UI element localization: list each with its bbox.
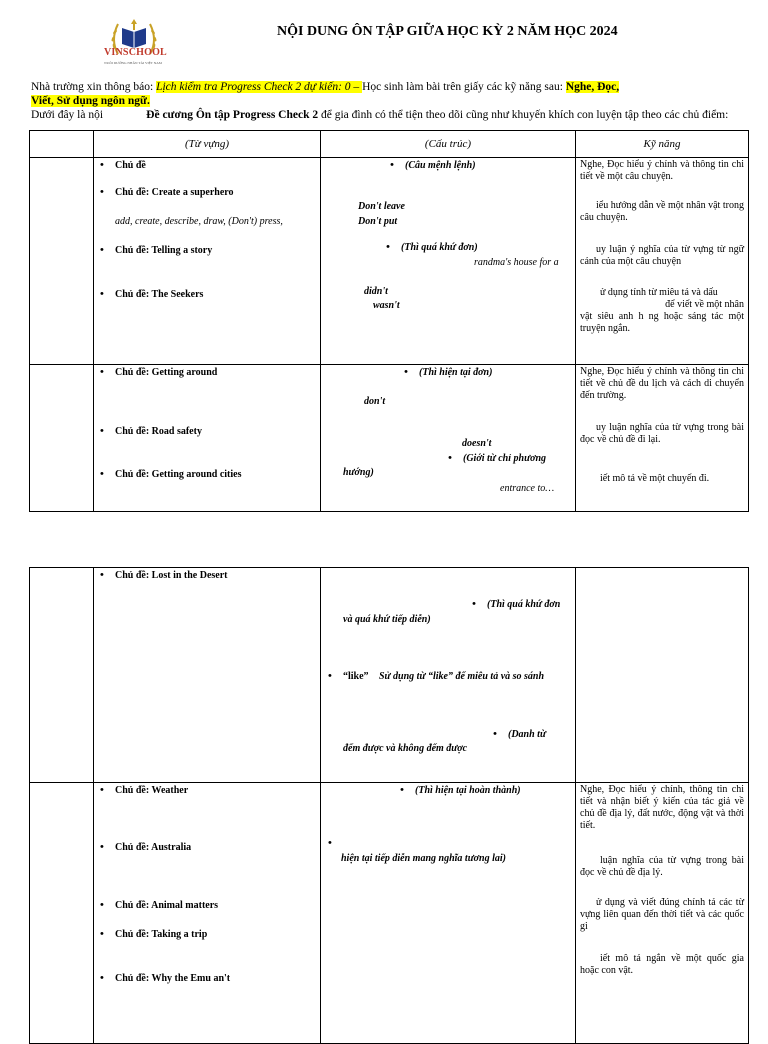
topic-item: • Chủ đề: Taking a trip <box>115 929 207 940</box>
struct-item: • (Thì quá khứ đơn <box>487 599 560 610</box>
struct-example: didn't <box>364 286 388 297</box>
struct-item: • (Danh từ <box>508 729 546 740</box>
intro-outline-suffix: để gia đình có thể tiện theo dõi cũng như khuyến khích con luyện tập theo các chủ điểm: <box>318 109 729 121</box>
struct-example: entrance to… <box>500 483 555 494</box>
vocab-words: add, create, describe, draw, (Don't) press, <box>115 216 283 227</box>
header-blank <box>30 131 94 158</box>
table-header-row <box>30 131 749 158</box>
topic-item: • Chủ đề: Create a superhero <box>115 187 234 198</box>
struct-item: • (Thì hiện tại đơn) <box>419 367 492 378</box>
intro-outline-prefix: Dưới đây là nội <box>31 109 104 121</box>
skill-text: ử dụng tính từ miêu tả và dấu <box>600 287 718 298</box>
topic-item: • Chủ đề: Getting around cities <box>115 469 242 480</box>
header-skills: Kỹ năng <box>576 131 749 158</box>
topic-item: • Chủ đề: Weather <box>115 785 188 796</box>
page-title: NỘI DUNG ÔN TẬP GIỮA HỌC KỲ 2 NĂM HỌC 2024 <box>277 24 618 39</box>
row-label-cell <box>30 365 94 512</box>
skill-text: vật siêu anh h ng hoặc sáng tác một truyện ngắn. <box>580 311 744 334</box>
review-table-2 <box>29 567 749 1044</box>
struct-example: hướng) <box>343 467 374 478</box>
header-struct: (Cấu trúc) <box>321 131 576 158</box>
topic-item: • Chủ đề: Why the Emu an't <box>115 973 230 984</box>
row-label-cell <box>30 158 94 365</box>
struct-item: • (Thì hiện tại hoàn thành) <box>415 785 521 796</box>
struct-item: • (Câu mệnh lệnh) <box>405 160 476 171</box>
topic-item: • Chủ đề: Getting around <box>115 367 217 378</box>
topic-item: • Chủ đề: Australia <box>115 842 191 853</box>
intro-schedule: Lịch kiểm tra Progress Check 2 dự kiến: 0 – <box>156 81 363 93</box>
logo-tagline: NUÔI DƯỠNG NHÂN TÀI VIỆT NAM <box>104 61 162 65</box>
topic-item: • Chủ đề <box>115 160 146 171</box>
topic-item: • Chủ đề: Telling a story <box>115 245 212 256</box>
vocab-cell <box>94 568 321 783</box>
intro-skills-a: Nghe, Đọc, <box>565 81 620 93</box>
table-row <box>30 783 749 1044</box>
topic-item: • Chủ đề: The Seekers <box>115 289 203 300</box>
row-label-cell <box>30 568 94 783</box>
skills-cell <box>576 783 749 1044</box>
vocab-cell <box>94 365 321 512</box>
topic-item: • Chủ đề: Road safety <box>115 426 202 437</box>
struct-example: Don't leave <box>358 201 405 212</box>
struct-cell <box>321 783 576 1044</box>
table-row <box>30 158 749 365</box>
struct-item: • (Giới từ chỉ phương <box>463 453 546 464</box>
struct-cell <box>321 158 576 365</box>
struct-example: Don't put <box>358 216 398 227</box>
struct-cell <box>321 365 576 512</box>
struct-example: randma's house for a <box>474 257 559 268</box>
struct-example: doesn't <box>462 438 492 449</box>
struct-example: và quá khứ tiếp diễn) <box>343 614 431 625</box>
review-table-1 <box>29 130 749 512</box>
skill-text: uy luận ý nghĩa của từ vựng từ ngữ cảnh của một câu chuyện <box>580 244 744 267</box>
skill-text: ử dụng và viết đúng chính tả các từ vựng liên quan đến thời tiết và các quốc gi <box>580 897 744 932</box>
intro-skills-prefix: Học sinh làm bài trên giấy các kỹ năng sau: <box>362 81 566 93</box>
logo-wordmark: VINSCHOOL <box>104 47 167 58</box>
struct-example: hiện tại tiếp diễn mang nghĩa tương lai) <box>341 853 506 864</box>
struct-item: • (Thì quá khứ đơn) <box>401 242 478 253</box>
intro-text <box>31 80 743 122</box>
struct-example: don't <box>364 396 386 407</box>
struct-cell <box>321 568 576 783</box>
struct-example: wasn't <box>373 300 400 311</box>
skill-text: Nghe, Đọc hiểu ý chính và thông tin chi tiết về chủ đề du lịch và cách di chuyển đến trường. <box>580 366 744 401</box>
skill-text: luận nghĩa của từ vựng trong bài đọc về chủ đề địa lý. <box>580 855 744 878</box>
struct-example: đếm được và không đếm được <box>343 743 468 754</box>
table-row <box>30 365 749 512</box>
struct-example: Sử dụng từ “like” để miêu tả và so sánh <box>379 671 545 682</box>
skill-text: uy luận nghĩa của từ vựng trong bài đọc về chủ đề đi lại. <box>580 422 744 445</box>
skill-text: iết mô tả ngắn về một quốc gia hoặc con vật. <box>580 953 744 976</box>
intro-notice-prefix: Nhà trường xin thông báo: <box>31 81 157 93</box>
intro-skills-b: Viết, Sử dụng ngôn ngữ. <box>31 95 150 107</box>
vocab-cell <box>94 783 321 1044</box>
skill-text: Nghe, Đọc hiểu ý chính và thông tin chi tiết về một câu chuyện. <box>580 159 744 182</box>
table-row <box>30 568 749 783</box>
skill-text: để viết về một nhân <box>665 299 744 310</box>
skill-text: iết mô tả về một chuyến đi. <box>600 473 710 484</box>
skill-text: Nghe, Đọc hiểu ý chính, thông tin chi tiết và nhận biết ý kiến của tác giả về chủ đề địa lý, đất nước, động vật và thời tiết. <box>580 784 744 831</box>
topic-item: • Chủ đề: Lost in the Desert <box>115 570 228 581</box>
row-label-cell <box>30 783 94 1044</box>
skill-text: iểu hướng dẫn về một nhân vật trong câu chuyện. <box>580 200 744 223</box>
skills-cell <box>576 158 749 365</box>
skills-cell <box>576 568 749 783</box>
intro-outline-title: Đề cương Ôn tập Progress Check 2 <box>146 109 319 121</box>
struct-item: • “like” <box>343 671 369 682</box>
topic-item: • Chủ đề: Animal matters <box>115 900 218 911</box>
skills-cell <box>576 365 749 512</box>
header-vocab: (Từ vựng) <box>94 131 321 158</box>
vocab-cell <box>94 158 321 365</box>
